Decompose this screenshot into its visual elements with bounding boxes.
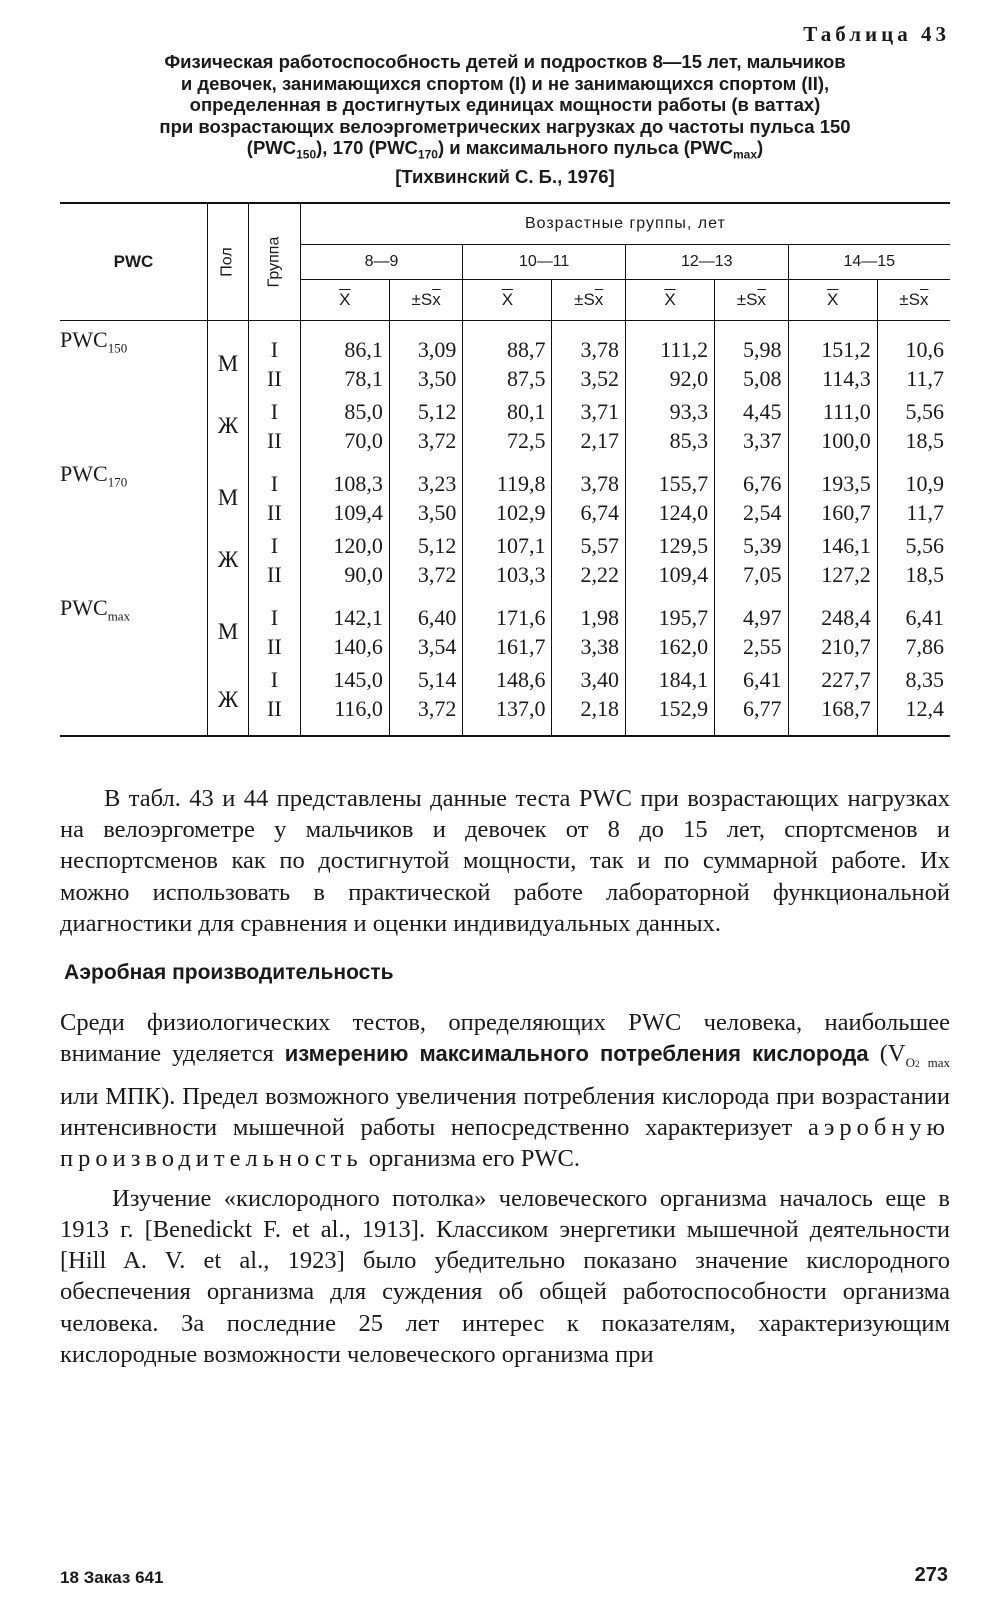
error-value: 7,86 bbox=[905, 633, 944, 659]
mean-header bbox=[788, 279, 877, 320]
error-prefix: ±S bbox=[899, 289, 920, 309]
error-value: 3,37 bbox=[715, 426, 788, 455]
table-row bbox=[60, 455, 950, 498]
group-cell: II bbox=[249, 364, 301, 393]
mean-value: 120,0 bbox=[300, 527, 389, 560]
group-cell: I bbox=[249, 589, 301, 632]
caption-source: [Тихвинский С. Б., 1976] bbox=[395, 166, 615, 188]
mean-value: 161,7 bbox=[463, 632, 552, 661]
error-header bbox=[389, 279, 462, 320]
error-value: 5,98 bbox=[715, 320, 788, 364]
mean-value: 148,6 bbox=[463, 661, 552, 694]
mean-value: 195,7 bbox=[625, 589, 714, 632]
header-group-label: Группа bbox=[265, 236, 283, 288]
age-group-header: 10—11 bbox=[463, 244, 626, 279]
error-value: 3,72 bbox=[389, 560, 462, 589]
sex-cell: М bbox=[208, 589, 249, 661]
sex-cell: Ж bbox=[208, 527, 249, 589]
pwc-label-subscript: 150 bbox=[107, 340, 128, 356]
mean-value: 109,4 bbox=[625, 560, 714, 589]
error-value: 12,4 bbox=[905, 695, 944, 721]
mean-value: 145,0 bbox=[300, 661, 389, 694]
mean-value: 86,1 bbox=[300, 320, 389, 364]
error-header bbox=[715, 279, 788, 320]
error-value: 6,40 bbox=[389, 589, 462, 632]
pwc-label-text: PWC bbox=[60, 326, 108, 352]
mean-value: 107,1 bbox=[463, 527, 552, 560]
mean-value: 116,0 bbox=[300, 694, 389, 736]
mean-value: 80,1 bbox=[463, 393, 552, 426]
error-value: 3,23 bbox=[389, 455, 462, 498]
error-value: 2,55 bbox=[715, 632, 788, 661]
error-value: 3,72 bbox=[389, 426, 462, 455]
mean-value: 140,6 bbox=[300, 632, 389, 661]
caption-fragment: ) bbox=[757, 137, 764, 158]
paragraph-2 bbox=[60, 1007, 950, 1174]
error-value: 5,56 bbox=[905, 398, 944, 424]
mean-value: 85,3 bbox=[625, 426, 714, 455]
subscript-o: O bbox=[905, 1055, 915, 1071]
mean-value: 210,7 bbox=[788, 632, 877, 661]
mean-value: 100,0 bbox=[788, 426, 877, 455]
mean-symbol: $\overline{X}$ bbox=[339, 289, 351, 309]
pwc-label-subscript: 170 bbox=[107, 474, 128, 490]
mean-value: 152,9 bbox=[625, 694, 714, 736]
error-value: 6,41 bbox=[905, 604, 944, 630]
caption-line: при возрастающих велоэргометрических нагрузках до частоты пульса 150 bbox=[159, 115, 851, 137]
group-cell: II bbox=[249, 498, 301, 527]
mean-symbol: $\overline{X}$ bbox=[501, 289, 514, 309]
table-row bbox=[60, 589, 950, 632]
paragraph-2-subscript bbox=[906, 1055, 950, 1070]
pwc-label bbox=[60, 589, 208, 736]
pwc-label bbox=[60, 455, 208, 589]
error-value: 5,39 bbox=[715, 527, 788, 560]
mean-header bbox=[625, 279, 714, 320]
mean-value: 92,0 bbox=[625, 364, 714, 393]
mean-symbol: $\overline{X}$ bbox=[826, 289, 839, 309]
error-value: 4,97 bbox=[715, 589, 788, 632]
error-value: 8,35 bbox=[905, 666, 944, 692]
error-value: 3,09 bbox=[389, 320, 462, 364]
section-heading: Аэробная производительность bbox=[64, 961, 394, 985]
error-value: 5,12 bbox=[389, 393, 462, 426]
mean-value: 109,4 bbox=[300, 498, 389, 527]
age-group-header: 14—15 bbox=[788, 244, 950, 279]
error-header bbox=[552, 279, 625, 320]
error-suffix: $\overline{x}$ bbox=[757, 289, 766, 309]
error-suffix: $\overline{x}$ bbox=[919, 289, 929, 309]
table-label: Таблица 43 bbox=[803, 22, 950, 46]
mean-value: 193,5 bbox=[788, 455, 877, 498]
sex-cell: М bbox=[208, 320, 249, 393]
paragraph-2-text: организма его PWC. bbox=[362, 1145, 580, 1173]
error-value: 3,50 bbox=[389, 498, 462, 527]
mean-value: 248,4 bbox=[788, 589, 877, 632]
paragraph-2-text: (V bbox=[868, 1040, 906, 1068]
mean-value: 171,6 bbox=[463, 589, 552, 632]
table-row bbox=[60, 320, 950, 364]
error-value: 2,17 bbox=[552, 426, 625, 455]
mean-value: 114,3 bbox=[788, 364, 877, 393]
mean-value: 162,0 bbox=[625, 632, 714, 661]
mean-value: 111,0 bbox=[788, 393, 877, 426]
sex-cell: Ж bbox=[208, 661, 249, 736]
mean-value: 127,2 bbox=[788, 560, 877, 589]
error-suffix: $\overline{x}$ bbox=[432, 289, 441, 309]
group-cell: I bbox=[249, 661, 301, 694]
error-value: 3,71 bbox=[552, 393, 625, 426]
error-value: 6,74 bbox=[552, 498, 625, 527]
sex-cell: М bbox=[208, 455, 249, 527]
error-prefix: ±S bbox=[574, 289, 595, 309]
header-sex-label: Пол bbox=[218, 246, 236, 277]
caption-line: и девочек, занимающихся спортом (I) и не занимающихся спортом (II), bbox=[180, 72, 830, 94]
mean-value: 78,1 bbox=[300, 364, 389, 393]
mean-value: 70,0 bbox=[300, 426, 389, 455]
mean-value: 124,0 bbox=[625, 498, 714, 527]
group-cell: II bbox=[249, 426, 301, 455]
error-value: 3,78 bbox=[552, 455, 625, 498]
error-value: 5,12 bbox=[389, 527, 462, 560]
error-prefix: ±S bbox=[736, 289, 758, 309]
header-group bbox=[249, 203, 301, 321]
caption-line bbox=[60, 137, 950, 166]
group-cell: II bbox=[249, 632, 301, 661]
caption-fragment: ), 170 (PWC bbox=[316, 137, 418, 158]
mean-header bbox=[300, 279, 389, 320]
printer-signature: 18 Заказ 641 bbox=[60, 1568, 164, 1587]
mean-value: 160,7 bbox=[788, 498, 877, 527]
mean-value: 151,2 bbox=[788, 320, 877, 364]
mean-value: 142,1 bbox=[300, 589, 389, 632]
group-cell: I bbox=[249, 455, 301, 498]
header-sex bbox=[208, 203, 249, 321]
age-group-header: 12—13 bbox=[625, 244, 788, 279]
error-value: 5,08 bbox=[715, 364, 788, 393]
mean-value: 168,7 bbox=[788, 694, 877, 736]
sex-cell: Ж bbox=[208, 393, 249, 455]
mean-value: 103,3 bbox=[463, 560, 552, 589]
error-value: 11,7 bbox=[906, 365, 944, 391]
caption-line: Физическая работоспособность детей и подростков 8—15 лет, мальчиков bbox=[164, 51, 846, 72]
pwc-label-text: PWC bbox=[60, 460, 108, 486]
paragraph-3: Изучение «кислородного потолка» человеческого организма началось еще в 1913 г. [Benedickt F. et al., 1913]. Классиком энергетики мышечной деятельности [Hill A. V. et al., 1923] было убедительно показано значение кислородного обеспечения организма для суждения об общей работоспособности организма человека. За последние 25 лет интерес к показателям, характеризующим кислородные возможности человеческого организма при bbox=[60, 1184, 950, 1369]
mean-header bbox=[463, 279, 552, 320]
mean-value: 108,3 bbox=[300, 455, 389, 498]
mean-value: 72,5 bbox=[463, 426, 552, 455]
mean-value: 87,5 bbox=[463, 364, 552, 393]
error-value: 3,52 bbox=[552, 364, 625, 393]
error-suffix: $\overline{x}$ bbox=[594, 289, 604, 309]
mean-value: 85,0 bbox=[300, 393, 389, 426]
paragraph-2-spaced: аэробную производительность bbox=[60, 1113, 950, 1173]
error-value: 3,38 bbox=[552, 632, 625, 661]
mean-value: 102,9 bbox=[463, 498, 552, 527]
caption-subscript: 170 bbox=[417, 147, 438, 162]
pwc-table bbox=[60, 202, 950, 737]
mean-value: 146,1 bbox=[788, 527, 877, 560]
error-value: 5,57 bbox=[552, 527, 625, 560]
error-value: 10,6 bbox=[905, 336, 944, 362]
subscript-max: max bbox=[927, 1055, 951, 1071]
table-body bbox=[60, 320, 950, 736]
page-content bbox=[60, 22, 950, 1370]
mean-value: 227,7 bbox=[788, 661, 877, 694]
caption-fragment: (PWC bbox=[246, 137, 297, 158]
caption-fragment: ) и максимального пульса (PWC bbox=[437, 137, 734, 158]
error-value: 1,98 bbox=[552, 589, 625, 632]
error-value: 3,78 bbox=[552, 320, 625, 364]
error-value: 3,50 bbox=[389, 364, 462, 393]
error-value: 3,72 bbox=[389, 694, 462, 736]
error-value: 5,14 bbox=[389, 661, 462, 694]
group-cell: II bbox=[249, 694, 301, 736]
mean-value: 155,7 bbox=[625, 455, 714, 498]
group-cell: I bbox=[249, 320, 301, 364]
mean-value: 119,8 bbox=[463, 455, 552, 498]
caption-line: определенная в достигнутых единицах мощности работы (в ваттах) bbox=[189, 94, 821, 115]
subscript-2: 2 bbox=[914, 1059, 920, 1070]
error-value: 11,7 bbox=[906, 499, 944, 525]
paragraph-2-text: или МПК). Предел возможного увеличения потребления кислорода при возрастании интенсивности мышечной работы непосредственно характеризует bbox=[60, 1082, 950, 1141]
error-value: 2,54 bbox=[715, 498, 788, 527]
error-value: 5,56 bbox=[905, 532, 944, 558]
error-value: 2,22 bbox=[552, 560, 625, 589]
error-value: 3,40 bbox=[552, 661, 625, 694]
error-value: 10,9 bbox=[905, 470, 944, 496]
error-value: 7,05 bbox=[715, 560, 788, 589]
mean-value: 90,0 bbox=[300, 560, 389, 589]
error-value: 18,5 bbox=[905, 427, 944, 453]
group-cell: I bbox=[249, 527, 301, 560]
error-value: 6,76 bbox=[715, 455, 788, 498]
error-header bbox=[877, 279, 950, 320]
mean-value: 184,1 bbox=[625, 661, 714, 694]
pwc-label bbox=[60, 320, 208, 455]
mean-value: 137,0 bbox=[463, 694, 552, 736]
error-value: 6,41 bbox=[715, 661, 788, 694]
pwc-label-subscript: max bbox=[107, 608, 131, 624]
error-prefix: ±S bbox=[411, 289, 433, 309]
error-value: 3,54 bbox=[389, 632, 462, 661]
caption-subscript: 150 bbox=[296, 147, 317, 162]
paragraph-1: В табл. 43 и 44 представлены данные теста PWC при возрастающих нагрузках на велоэргометре у мальчиков и девочек от 8 до 15 лет, спортсменов и неспортсменов как по достигнутой мощности, так и по суммарной работе. Их можно использовать в практической работе лабораторной функциональной диагностики для сравнения и оценки индивидуальных данных. bbox=[60, 784, 950, 937]
error-value: 4,45 bbox=[715, 393, 788, 426]
caption-subscript: max bbox=[733, 147, 758, 162]
error-value: 6,77 bbox=[715, 694, 788, 736]
pwc-label-text: PWC bbox=[60, 594, 108, 620]
error-value: 2,18 bbox=[552, 694, 625, 736]
error-value: 18,5 bbox=[905, 561, 944, 587]
mean-symbol: $\overline{X}$ bbox=[664, 289, 676, 309]
page-number: 273 bbox=[914, 1564, 948, 1586]
paragraph-2-text: Среди физиологических тестов, определяющих PWC человека, наибольшее внимание уделяется bbox=[60, 1009, 950, 1068]
mean-value: 129,5 bbox=[625, 527, 714, 560]
paragraph-2-emphasis: измерению максимального потребления кислорода bbox=[284, 1041, 869, 1067]
header-age-groups: Возрастные группы, лет bbox=[300, 203, 950, 245]
age-group-header: 8—9 bbox=[300, 244, 463, 279]
group-cell: II bbox=[249, 560, 301, 589]
mean-value: 93,3 bbox=[625, 393, 714, 426]
table-caption bbox=[60, 51, 950, 188]
mean-value: 111,2 bbox=[625, 320, 714, 364]
header-pwc: PWC bbox=[60, 203, 208, 321]
group-cell: I bbox=[249, 393, 301, 426]
mean-value: 88,7 bbox=[463, 320, 552, 364]
